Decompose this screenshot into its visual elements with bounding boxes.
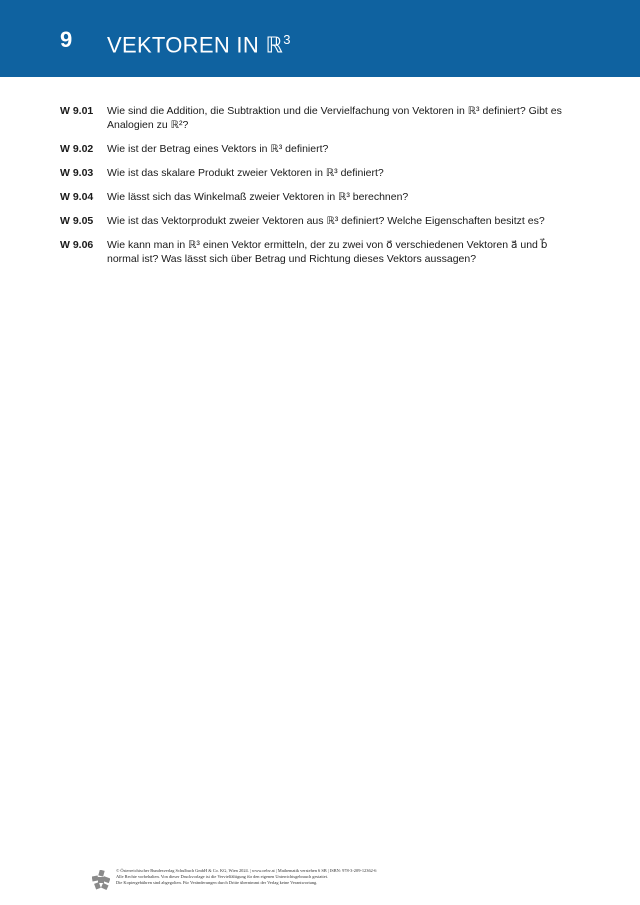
copyright-text [116, 868, 377, 886]
chapter-title-text: VEKTOREN IN ℝ [107, 32, 284, 58]
rights-line: Alle Rechte vorbehalten. Von dieser Druckvorlage ist die Vervielfältigung für den eigenen Unterrichtsgebrauch gestattet. [116, 874, 329, 879]
publisher-logo-icon [92, 870, 110, 890]
question-text: Wie lässt sich das Winkelmaß zweier Vektoren in ℝ³ berechnen? [107, 191, 409, 203]
question-number: W 9.06 [60, 239, 94, 251]
question-number: W 9.03 [60, 167, 94, 179]
copyright-line: © Österreichischer Bundesverlag Schulbuch GmbH & Co. KG, Wien 2024. | www.oebv.at | Mathematik verstehen 6 SB | ISBN: 978-3-209-12362-6 [116, 868, 377, 873]
fees-line: Die Kopiergebühren sind abgegolten. Für Veränderungen durch Dritte übernimmt der Verlag keine Verantwortung. [116, 880, 318, 885]
question-number: W 9.02 [60, 143, 94, 155]
copyright-footer [92, 868, 542, 890]
question-text: Wie ist der Betrag eines Vektors in ℝ³ definiert? [107, 143, 329, 155]
question-number: W 9.04 [60, 191, 94, 203]
chapter-title [107, 27, 291, 58]
question-text: Wie ist das skalare Produkt zweier Vektoren in ℝ³ definiert? [107, 167, 384, 179]
question-text: Wie kann man in ℝ³ einen Vektor ermitteln, der zu zwei von o⃗ verschiedenen Vektoren a⃗ und b⃗ normal ist? Was lässt sich über Betrag und Richtung dieses Vektors aussagen? [107, 239, 548, 265]
question-item [60, 166, 580, 180]
question-item [60, 214, 580, 228]
chapter-header [0, 0, 640, 77]
chapter-number: 9 [60, 27, 73, 52]
question-text: Wie ist das Vektorprodukt zweier Vektoren aus ℝ³ definiert? Welche Eigenschaften besitzt es? [107, 215, 545, 227]
question-text: Wie sind die Addition, die Subtraktion und die Vervielfachung von Vektoren in ℝ³ definiert? Gibt es Analogien zu ℝ²? [107, 105, 562, 131]
question-list [60, 104, 580, 276]
question-item [60, 142, 580, 156]
question-item [60, 190, 580, 204]
question-item [60, 238, 580, 266]
question-item [60, 104, 580, 132]
question-number: W 9.05 [60, 215, 94, 227]
chapter-title-superscript: 3 [283, 32, 291, 47]
question-number: W 9.01 [60, 105, 94, 117]
